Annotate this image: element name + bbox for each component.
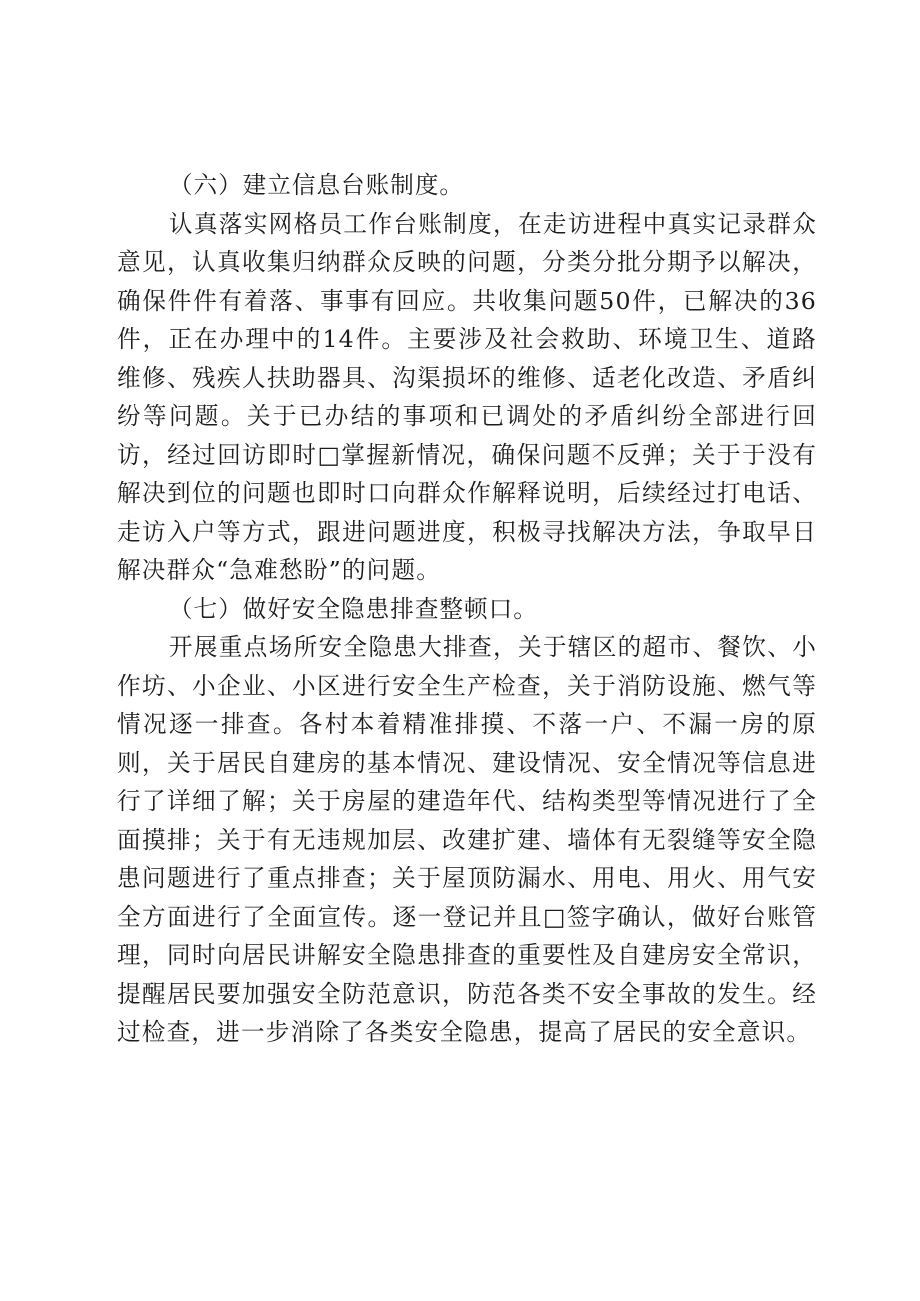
document-body — [117, 166, 817, 1052]
section-heading-6: （六）建立信息台账制度。 — [168, 171, 465, 199]
section-paragraph-6: 认真落实网格员工作台账制度，在走访进程中真实记录群众意见，认真收集归纳群众反映的问题，分类分批分期予以解决，确保件件有着落、事事有回应。共收集问题50件，已解决的36件，正在办理中的14件。主要涉及社会救助、环境卫生、道路维修、残疾人扶助器具、沟渠损坏的维修、适老化改造、矛盾纠纷等问题。关于已办结的事项和已调处的矛盾纠纷全部进行回访，经过回访即时□掌握新情况，确保问题不反弹；关于于没有解决到位的问题也即时口向群众作解释说明，后续经过打电话、走访入户等方式，跟进问题进度，积极寻找解决方法，争取早日解决群众“急难愁盼”的问题。 — [117, 209, 817, 584]
section-heading-7: （七）做好安全隐患排查整顿口。 — [168, 594, 538, 623]
section-paragraph-7: 开展重点场所安全隐患大排查，关于辖区的超市、餐饮、小作坊、小企业、小区进行安全生产检查，关于消防设施、燃气等情况逐一排查。各村本着精准排摸、不落一户、不漏一房的原则，关于居民自建房的基本情况、建设情况、安全情况等信息进行了详细了解；关于房屋的建造年代、结构类型等情况进行了全面摸排；关于有无违规加层、改建扩建、墙体有无裂缝等安全隐患问题进行了重点排查；关于屋顶防漏水、用电、用火、用气安全方面进行了全面宣传。逐一登记并且□签字确认，做好台账管理，同时向居民讲解安全隐患排查的重要性及自建房安全常识，提醒居民要加强安全防范意识，防范各类不安全事故的发生。经过检查，进一步消除了各类安全隐患，提高了居民的安全意识。 — [117, 633, 817, 1046]
